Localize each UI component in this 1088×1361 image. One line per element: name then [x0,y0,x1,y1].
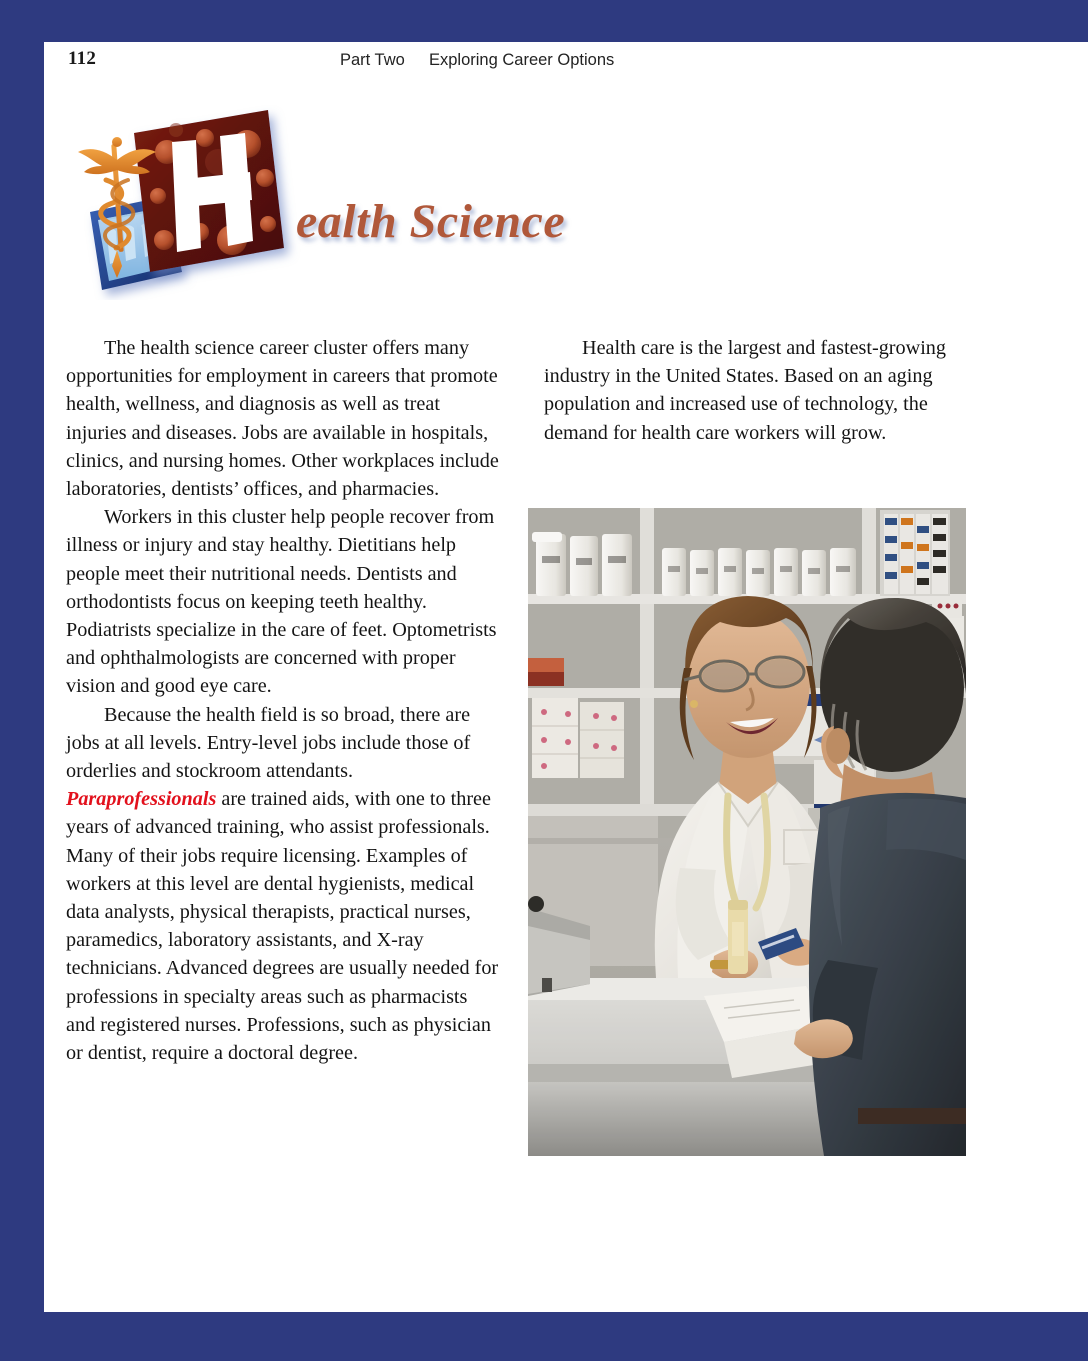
cluster-logo-artwork [72,100,332,300]
cluster-logo-svg [72,100,332,300]
paragraph-3-before-term: Because the health field is so broad, there are jobs at all levels. Entry-level jobs include those of orderlies and stockroom attendants. [66,703,471,783]
running-head-part: Part Two [340,51,405,69]
paragraph-3 [66,701,500,1068]
page-number: 112 [68,48,97,69]
pharmacy-counter-photo [528,508,966,1156]
running-head-title: Exploring Career Options [429,51,615,69]
paragraph-2: Workers in this cluster help people recover from illness or injury and stay healthy. Dietitians help people meet their nutritional needs. Dentists and orthodontists focus on keeping teeth healthy. Podiatrists specialize in the care of feet. Optometrists and ophthalmologists are concerned with proper vision and good eye care. [66,506,497,698]
pharmacy-photo-svg [528,508,966,1156]
cell-bubbles-icon [134,110,284,272]
paragraph-1: The health science career cluster offers many opportunities for employment in careers that promote health, wellness, and diagnosis as well as treat injuries and diseases. Jobs are available in hospitals, clinics, and nursing homes. Other workplaces include laboratories, dentists’ offices, and pharmacies. [66,337,499,501]
cluster-logo-wordmark: ealth Science [296,195,566,248]
paragraph-4: Health care is the largest and fastest-growing industry in the United States. Based on an aging population and increased use of technology, the demand for health care workers will grow. [544,337,946,444]
text-column-right [544,334,964,447]
page-sheet [44,42,1088,1312]
health-science-cluster-logo [72,100,566,300]
key-term-paraprofessionals: Paraprofessionals [66,788,217,811]
text-column-left [66,334,500,1067]
paragraph-3-after-term: are trained aids, with one to three years of advanced training, who assist professionals. Many of their jobs require licensing. Examples of workers at this level are dental hygienists, medical data analysts, physical therapists, practical nurses, paramedics, laboratory assistants, and X-ray technicians. Advanced degrees are usually needed for professions in specialty areas such as pharmacists and registered nurses. Professions, such as physician or dentist, require a doctoral degree. [66,788,499,1065]
running-head [44,42,1088,86]
